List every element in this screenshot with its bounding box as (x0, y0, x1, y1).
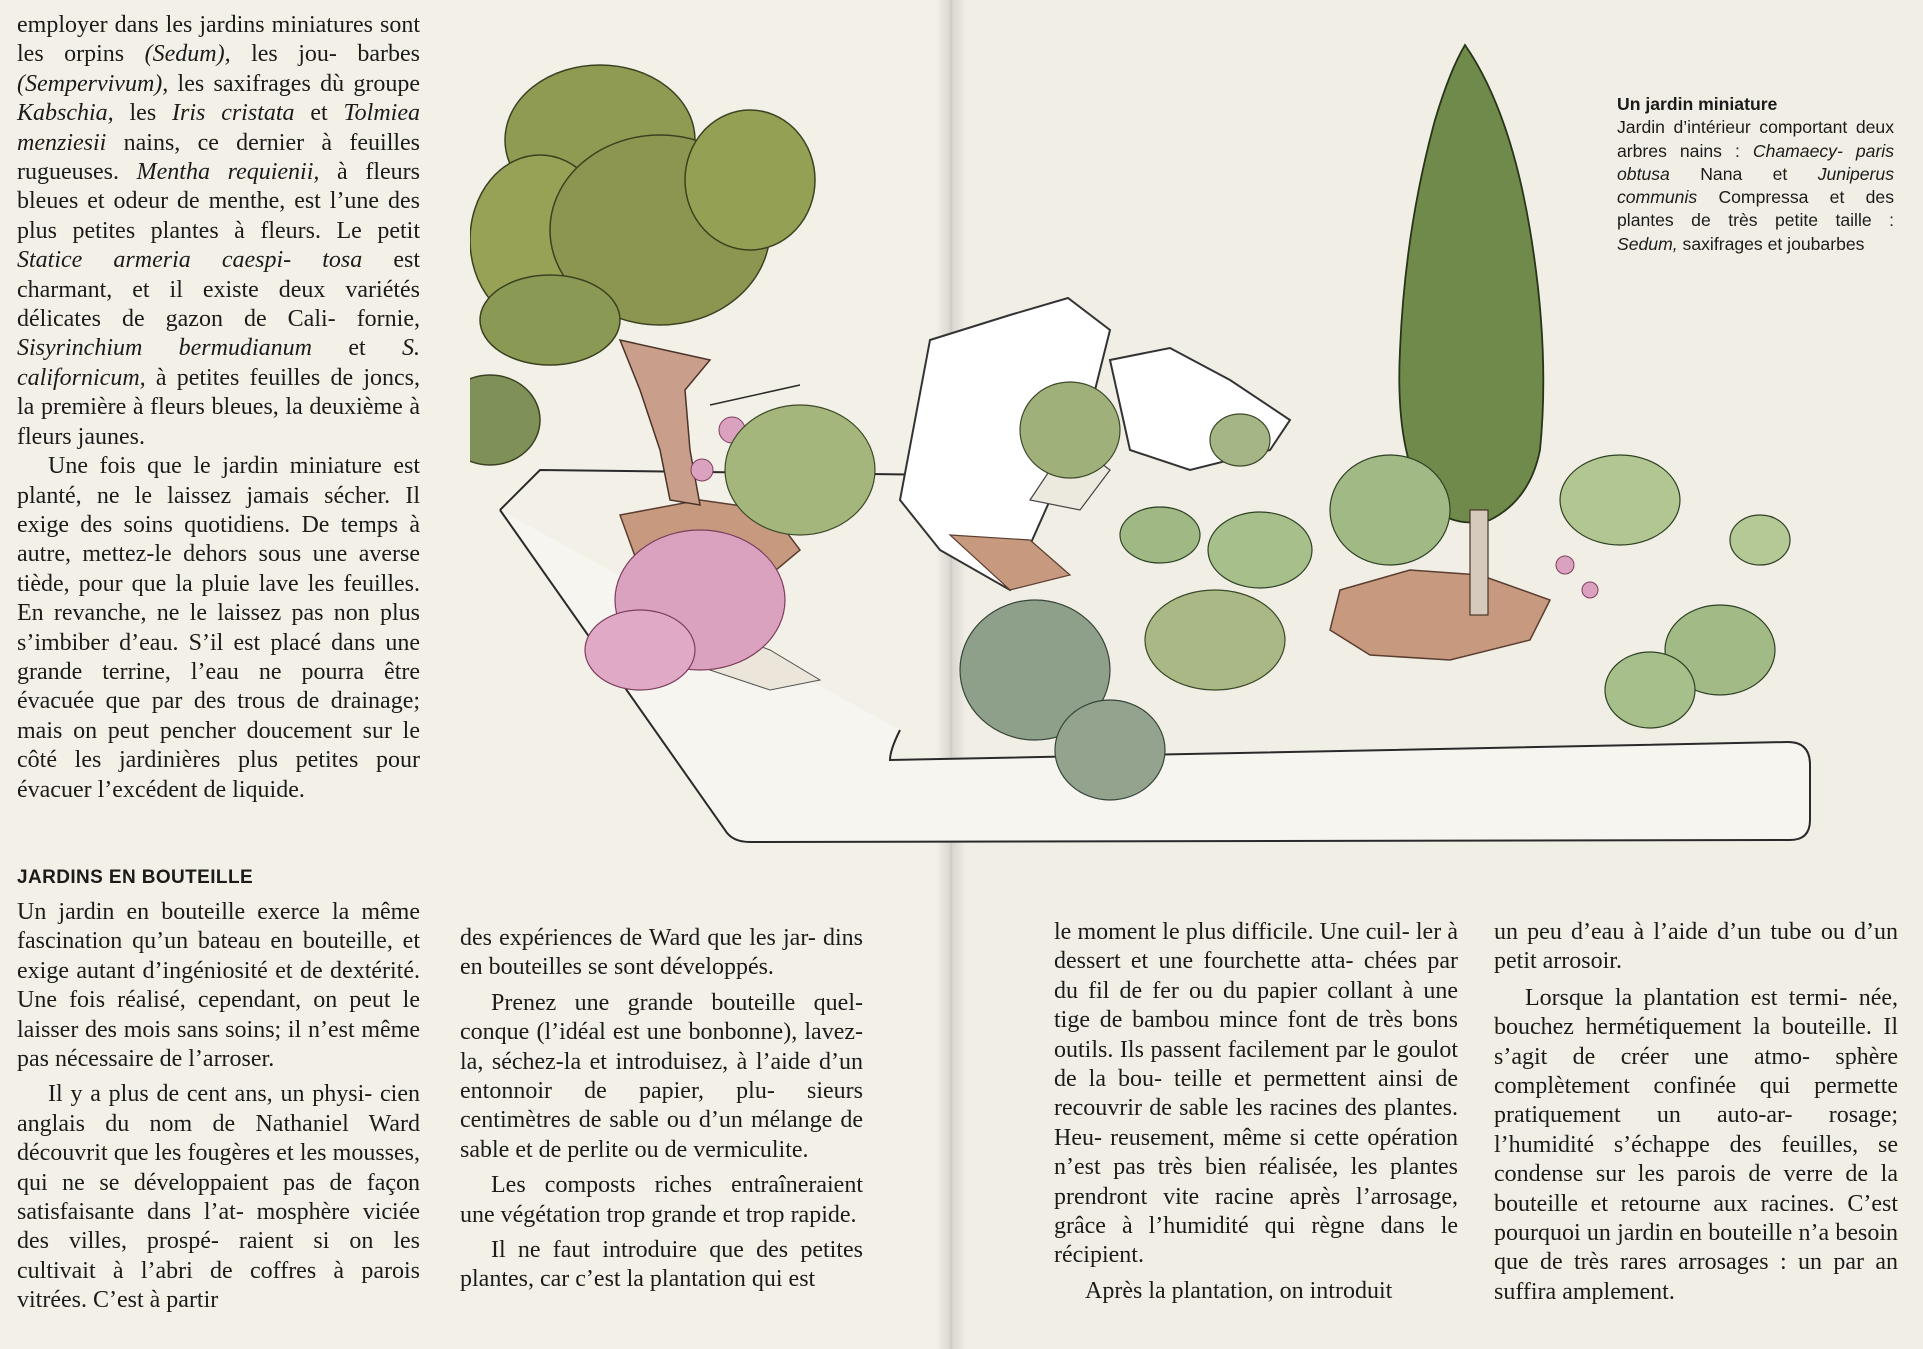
text-line: teille et permettent ainsi de recouvrir (1054, 1066, 1459, 1122)
caption-latin-name: Juniperus (1817, 163, 1894, 184)
latin-name: tosa (322, 247, 363, 274)
text-line: amplement. (1562, 1278, 1675, 1305)
text-line: lave les feuilles. En revanche, ne le (17, 570, 421, 627)
text-line: chées par du fil de fer ou du papier (1054, 948, 1459, 1004)
text-line: Un jardin en bouteille exerce la même (17, 899, 420, 925)
text-line: reusement, même si cette opération (1110, 1124, 1459, 1151)
text-line: plantes, car c’est la plantation qui est (460, 1266, 816, 1293)
text-line: de sable les racines des plantes. Heu- (1054, 1095, 1458, 1151)
text-line: Il y a plus de cent ans, un physi- (48, 1081, 373, 1108)
caption-text: Compressa et des (1697, 187, 1894, 208)
latin-name: Sisyrinchium bermudianum (17, 335, 312, 362)
text-line: un peu d’eau à l’aide d’un tube ou (1494, 919, 1845, 945)
caption-latin-name: communis (1617, 187, 1698, 208)
col3-paragraph-1 (1054, 918, 1458, 1271)
text-line: laissez pas non plus s’imbiber d’eau. (17, 600, 421, 656)
text-line: joncs, la première à fleurs bleues, la (17, 364, 421, 421)
col1-bottom-paragraph-1 (17, 898, 420, 1074)
text-line: sphère complètement confinée qui (1494, 1043, 1899, 1100)
text-line: dins en bouteilles se sont développés. (460, 925, 864, 981)
text-line: les mousses, qui ne se développaient (17, 1140, 420, 1196)
figure-caption (1617, 93, 1894, 256)
text-line: employer dans les jardins miniatures (17, 12, 373, 38)
latin-name: Mentha requienii, (136, 159, 320, 186)
text-line: et exige autant d’ingéniosité et de (17, 928, 420, 984)
col4-paragraph-1 (1494, 918, 1898, 977)
text-line: deuxième à fleurs jaunes. (17, 394, 421, 450)
text-line: l’excédent de liquide. (97, 776, 305, 803)
text-line: sieurs centimètres de sable ou d’un (460, 1078, 864, 1134)
text-line: le moment le plus difficile. Une cuil- (1054, 919, 1410, 945)
text-line: une averse tiède, pour que la pluie (17, 541, 420, 597)
text-line: vermiculite. (693, 1136, 809, 1163)
text-line: Une fois que le jardin miniature (48, 453, 382, 480)
section-heading: JARDINS EN BOUTEILLE (17, 867, 254, 888)
text-line: des trous de drainage; mais on peut (17, 688, 421, 744)
col3-paragraph-2 (1054, 1277, 1458, 1306)
text-line: née, bouchez hermétiquement la (1494, 984, 1899, 1041)
text-line: dù groupe (320, 70, 420, 97)
caption-latin-name: Chamaecy- (1752, 140, 1843, 161)
text-line: à petites feuilles de (145, 364, 354, 391)
text-line: n’est pas très bien réalisée, les (1054, 1154, 1378, 1181)
latin-name: (Sedum), (144, 41, 231, 68)
text-line: les (113, 100, 173, 127)
text-line: en bouteille n’a besoin que de très (1494, 1220, 1899, 1276)
col1-paragraph-1 (17, 11, 420, 452)
text-line: S’il est placé dans une grande terrine, (17, 629, 421, 685)
text-line: feuilles, se condense sur les parois (1494, 1131, 1898, 1188)
col2-paragraph-3 (460, 1171, 863, 1230)
caption-text: plantes de très petite taille : (1617, 210, 1894, 231)
text-line: fascination qu’un bateau en bouteille, (17, 928, 393, 955)
text-line: il n’est même pas nécessaire de (17, 1016, 420, 1073)
text-line: cien anglais du nom de Nathaniel (17, 1081, 421, 1137)
col3 (1054, 918, 1458, 1306)
text-line: l’aide d’un entonnoir de papier, plu- (460, 1048, 863, 1105)
text-line: ler à dessert et une fourchette atta- (1054, 919, 1459, 975)
text-line: dextérité. Une fois réalisé, cependant, (17, 957, 420, 1014)
text-line: barbes (357, 41, 420, 68)
text-line: aux racines. C’est pourquoi un jardin (1494, 1190, 1898, 1247)
caption-title: Un jardin miniature (1617, 94, 1778, 114)
col1-bottom (17, 898, 420, 1316)
latin-name: (Sempervivum), (17, 70, 169, 97)
text-line: collant à une tige de bambou mince (1054, 977, 1458, 1034)
text-line: des expériences de Ward que les jar- (460, 925, 816, 951)
latin-name: Tolmiea menziesii (17, 100, 420, 156)
text-line: variétés délicates de gazon de Cali- (17, 276, 421, 333)
text-line: fleurs. Le petit (260, 217, 420, 244)
text-line: pas de façon satisfaisante dans l’at- (17, 1169, 420, 1226)
text-line: raient si on les cultivait à l’abri de (17, 1228, 420, 1284)
text-line: Il exige des soins quotidiens. De (17, 482, 420, 538)
text-line: jardinières plus petites pour évacuer (17, 747, 421, 803)
text-line: Prenez une grande bouteille quel- (491, 989, 863, 1016)
text-line: l’arrosage, grâce à l’humidité qui (1054, 1183, 1458, 1240)
col1-top (17, 11, 420, 805)
text-line: conque (l’idéal est une bonbonne), (460, 1019, 798, 1046)
col1-paragraph-2 (17, 452, 420, 805)
text-line: l’eau ne pourra être évacuée que par (17, 658, 421, 715)
latin-name: S. californicum, (17, 335, 420, 391)
text-line: on peut le laisser des mois sans soins; (17, 987, 420, 1043)
text-line: font de très bons outils. Ils passent (1054, 1007, 1458, 1063)
text-line: fornie, (356, 306, 420, 333)
text-line: à fleurs bleues et odeur de menthe, (17, 159, 421, 215)
caption-latin-name: Sedum, (1617, 233, 1678, 254)
text-line: mélange de sable et de perlite ou de (460, 1107, 863, 1163)
caption-latin-name: paris obtusa (1617, 140, 1895, 184)
text-line: feuilles rugueuses. (17, 129, 421, 186)
text-line: règne dans le récipient. (1054, 1213, 1459, 1269)
text-line: est charmant, et il existe deux (17, 247, 420, 303)
text-line: Ward découvrit que les fougères et (17, 1110, 420, 1167)
text-line: rares arrosages : un par an suffira (1494, 1249, 1899, 1305)
col2-paragraph-4 (460, 1236, 863, 1295)
text-line: l’arroser. (188, 1046, 275, 1073)
caption-text: deux arbres nains : (1617, 117, 1895, 161)
text-line: facilement par le goulot de la bou- (1054, 1036, 1459, 1093)
caption-text: Nana et (1669, 163, 1818, 184)
text-line: rapide. (790, 1201, 857, 1228)
latin-name: Iris cristata (172, 100, 295, 127)
text-line: lavez-la, séchez-la et introduisez, à (460, 1019, 864, 1075)
text-line: d’un petit arrosoir. (1494, 919, 1899, 975)
text-line: les jou- (230, 41, 337, 68)
text-line: pencher doucement sur le côté les (17, 717, 421, 774)
text-line: est l’une des plus petites plantes à (17, 188, 420, 244)
text-line: plantes prendront vite racine après (1054, 1154, 1458, 1210)
text-line: permette pratiquement un auto-ar- (1494, 1073, 1899, 1129)
col4-paragraph-2 (1494, 984, 1898, 1307)
text-line: les saxifrages (168, 70, 311, 97)
text-line: bouteille. Il s’agit de créer une atmo- (1494, 1014, 1899, 1070)
col2-paragraph-2 (460, 989, 863, 1165)
text-line: mosphère viciée des villes, prospé- (17, 1199, 420, 1255)
text-line: rosage; l’humidité s’échappe des (1494, 1102, 1899, 1158)
text-line: et (311, 335, 366, 362)
col2 (460, 924, 863, 1295)
col4 (1494, 918, 1898, 1307)
latin-name: Kabschia, (17, 100, 114, 127)
text-line: temps à autre, mettez-le dehors sous (17, 511, 421, 568)
text-line: Il ne faut introduire que des petites (491, 1237, 863, 1264)
text-line: Lorsque la plantation est termi- (1525, 984, 1848, 1011)
text-line: coffres à parois vitrées. C’est à partir (17, 1257, 421, 1314)
text-line: et (294, 100, 328, 127)
text-line: une végétation trop grande et trop (460, 1201, 785, 1228)
text-line: est planté, ne le laissez jamais sécher. (17, 453, 421, 509)
text-line: Après la plantation, on introduit (1085, 1277, 1393, 1304)
col1-bottom-paragraph-2 (17, 1080, 420, 1315)
caption-text: saxifrages et joubarbes (1677, 233, 1865, 254)
text-line: nains, ce dernier à (106, 129, 333, 156)
text-line: sont les orpins (17, 12, 420, 68)
text-line: Les composts riches entraîneraient (491, 1172, 863, 1199)
col2-paragraph-1 (460, 924, 863, 983)
caption-text: Jardin d’intérieur comportant (1617, 117, 1848, 138)
text-line: de verre de la bouteille et retourne (1494, 1161, 1898, 1217)
latin-name: Statice armeria caespi- (17, 247, 292, 274)
